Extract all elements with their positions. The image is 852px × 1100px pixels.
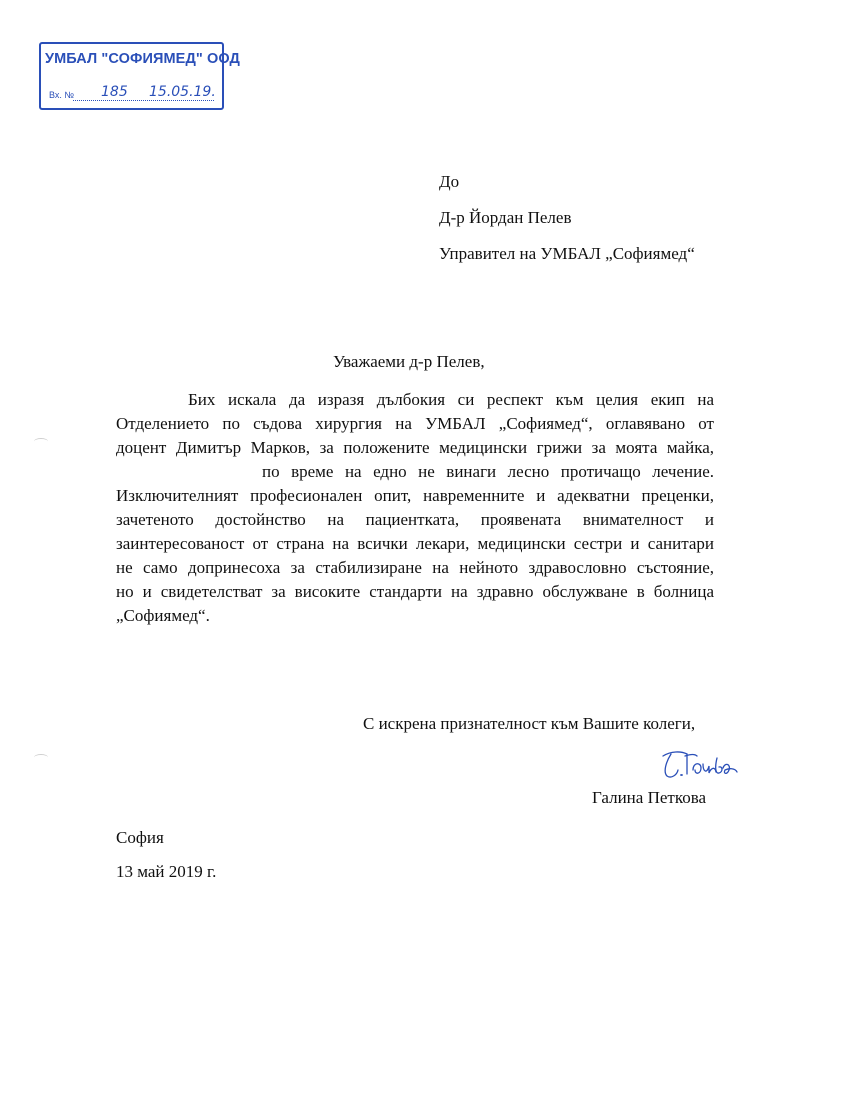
scan-mark (34, 754, 48, 761)
stamp-reg-date: 15.05.19. (149, 84, 216, 100)
body-line: Изключителният професионален опит, навременните и адекватни преценки, (116, 486, 714, 505)
addressee-to: До (439, 172, 460, 191)
body-line: заинтересованост от страна на всички лекари, медицински сестри и санитари (116, 534, 714, 553)
registration-stamp (39, 42, 240, 110)
handwritten-signature (657, 748, 739, 782)
stamp-dotted-line (73, 100, 214, 101)
letter-place: София (116, 828, 164, 847)
body-line: но и свидетелстват за високите стандарти на здравно обслужване в болница (116, 582, 714, 601)
signer-name: Галина Петкова (592, 788, 707, 807)
addressee-name: Д-р Йордан Пелев (439, 208, 572, 227)
scan-mark (34, 438, 48, 445)
body-line: „Софиямед“. (116, 606, 210, 625)
closing: С искрена признателност към Вашите колеги, (363, 714, 696, 733)
body-line: Бих искала да изразя дълбокия си респект към целия екип на (188, 390, 714, 409)
stamp-reg-number: 185 (101, 84, 128, 100)
body-line: не само допринесоха за стабилизиране на нейното здравословно състояние, (116, 558, 714, 577)
stamp-title: УМБАЛ "СОФИЯМЕД" ООД (45, 51, 240, 67)
body-line: доцент Димитър Марков, за положените медицински грижи за моята майка, (116, 438, 714, 457)
letter-date: 13 май 2019 г. (116, 862, 217, 881)
body-line: Отделението по съдова хирургия на УМБАЛ „Софиямед“, оглавявано от (116, 414, 714, 433)
body-line: зачетеното достойнство на пациентката, проявената внимателност и (116, 510, 714, 529)
body-line: по време на едно не винаги лесно протичащо лечение. (262, 462, 714, 481)
addressee-position: Управител на УМБАЛ „Софиямед“ (439, 244, 695, 263)
stamp-reg-label: Вх. № (49, 90, 75, 100)
salutation: Уважаеми д-р Пелев, (333, 352, 485, 371)
